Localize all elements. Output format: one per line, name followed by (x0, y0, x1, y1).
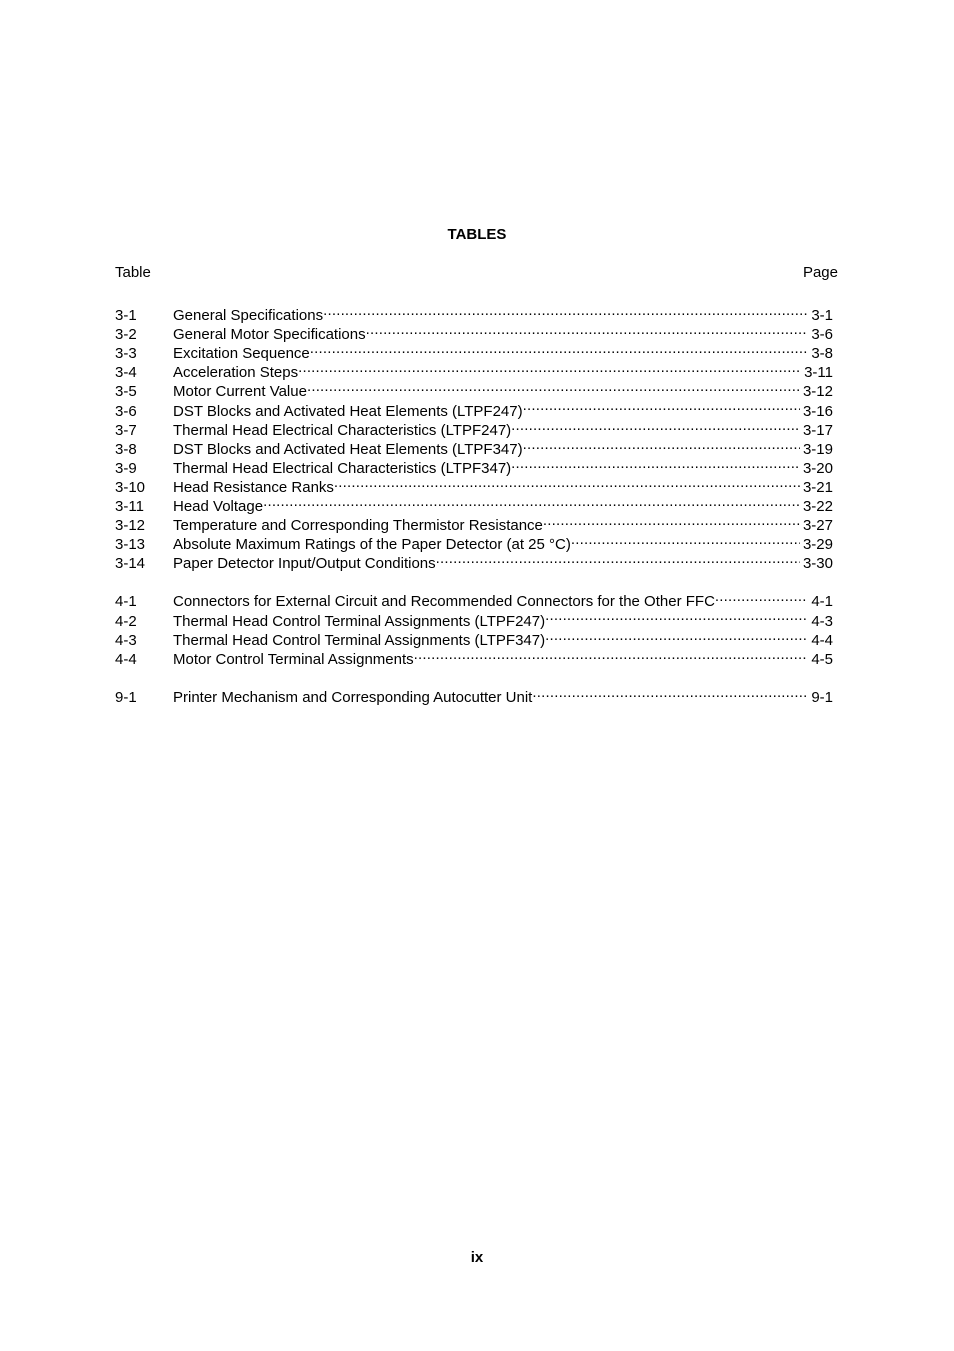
table-title: General Motor Specifications (173, 326, 366, 344)
table-number: 3-9 (115, 459, 137, 477)
page-reference: 4-3 (811, 612, 833, 630)
table-number: 3-11 (115, 498, 144, 516)
page-column-header: Page (802, 264, 838, 281)
page-reference: 3-11 (804, 364, 833, 382)
dot-leader (523, 435, 800, 454)
dot-leader (334, 473, 800, 492)
table-number: 3-13 (115, 536, 146, 554)
page-reference: 3-6 (811, 326, 833, 344)
table-title: Motor Control Terminal Assignments (173, 650, 414, 668)
table-title: Head Voltage (173, 498, 264, 516)
table-title: Paper Detector Input/Output Conditions (173, 555, 436, 573)
table-number: 3-2 (115, 326, 137, 344)
table-title: General Specifications (173, 307, 324, 325)
table-number: 3-14 (115, 555, 146, 573)
page-reference: 3-22 (802, 498, 833, 516)
table-title: Thermal Head Control Terminal Assignments (LTPF247) (173, 612, 546, 630)
table-title: Thermal Head Electrical Characteristics (LTPF347) (173, 459, 512, 477)
table-number: 4-3 (115, 631, 137, 649)
table-number: 3-4 (115, 364, 137, 382)
table-number: 9-1 (115, 688, 137, 706)
dot-leader (523, 396, 800, 415)
table-title: Thermal Head Control Terminal Assignments (LTPF347) (173, 631, 546, 649)
dot-leader (545, 606, 808, 625)
page-reference: 3-17 (802, 421, 833, 439)
table-title: DST Blocks and Activated Heat Elements (LTPF347) (173, 440, 523, 458)
page-reference: 3-30 (802, 555, 833, 573)
page-number: ix (470, 1249, 484, 1266)
table-title: Excitation Sequence (173, 345, 310, 363)
table-title: Temperature and Corresponding Thermistor Resistance (173, 517, 543, 535)
table-title: Head Resistance Ranks (173, 478, 334, 496)
dot-leader (571, 530, 800, 549)
dot-leader (436, 549, 800, 568)
toc-entry[interactable] (115, 683, 833, 706)
dot-leader (543, 511, 800, 530)
dot-leader (511, 454, 800, 473)
dot-leader (263, 492, 800, 511)
dot-leader (715, 587, 808, 606)
page-reference: 3-19 (802, 440, 833, 458)
dot-leader (366, 320, 809, 339)
table-title: Connectors for External Circuit and Recommended Connectors for the Other FFC (173, 593, 715, 611)
table-number: 4-2 (115, 612, 137, 630)
page-reference: 3-20 (802, 459, 833, 477)
page-reference: 9-1 (811, 688, 833, 706)
dot-leader (545, 626, 808, 645)
table-number: 4-4 (115, 650, 137, 668)
table-of-tables (115, 301, 833, 706)
page-reference: 4-1 (811, 593, 833, 611)
table-title: Printer Mechanism and Corresponding Autocutter Unit (173, 688, 533, 706)
table-number: 3-1 (115, 307, 137, 325)
page-reference: 3-12 (802, 383, 833, 401)
table-title: Absolute Maximum Ratings of the Paper Detector (at 25 °C) (173, 536, 571, 554)
table-column-header: Table (115, 264, 151, 281)
dot-leader (511, 416, 800, 435)
page-title: TABLES (447, 226, 507, 243)
page-reference: 4-4 (811, 631, 833, 649)
table-number: 3-12 (115, 517, 146, 535)
table-number: 3-6 (115, 402, 137, 420)
page-reference: 3-1 (811, 307, 833, 325)
table-number: 3-3 (115, 345, 137, 363)
table-title: Thermal Head Electrical Characteristics (LTPF247) (173, 421, 512, 439)
table-title: Motor Current Value (173, 383, 307, 401)
table-title: DST Blocks and Activated Heat Elements (LTPF247) (173, 402, 523, 420)
table-number: 3-7 (115, 421, 137, 439)
page-reference: 3-21 (802, 478, 833, 496)
dot-leader (307, 377, 800, 396)
dot-leader (298, 358, 801, 377)
table-title: Acceleration Steps (173, 364, 299, 382)
table-number: 4-1 (115, 593, 137, 611)
dot-leader (532, 683, 808, 702)
dot-leader (414, 645, 809, 664)
page-reference: 3-27 (802, 517, 833, 535)
page-reference: 4-5 (811, 650, 833, 668)
toc-entry[interactable] (115, 587, 833, 611)
dot-leader (323, 301, 808, 320)
page-reference: 3-8 (811, 345, 833, 363)
table-number: 3-10 (115, 478, 146, 496)
page-reference: 3-16 (802, 402, 833, 420)
page-reference: 3-29 (802, 536, 833, 554)
table-number: 3-8 (115, 440, 137, 458)
toc-entry[interactable] (115, 301, 833, 325)
table-number: 3-5 (115, 383, 137, 401)
dot-leader (310, 339, 809, 358)
